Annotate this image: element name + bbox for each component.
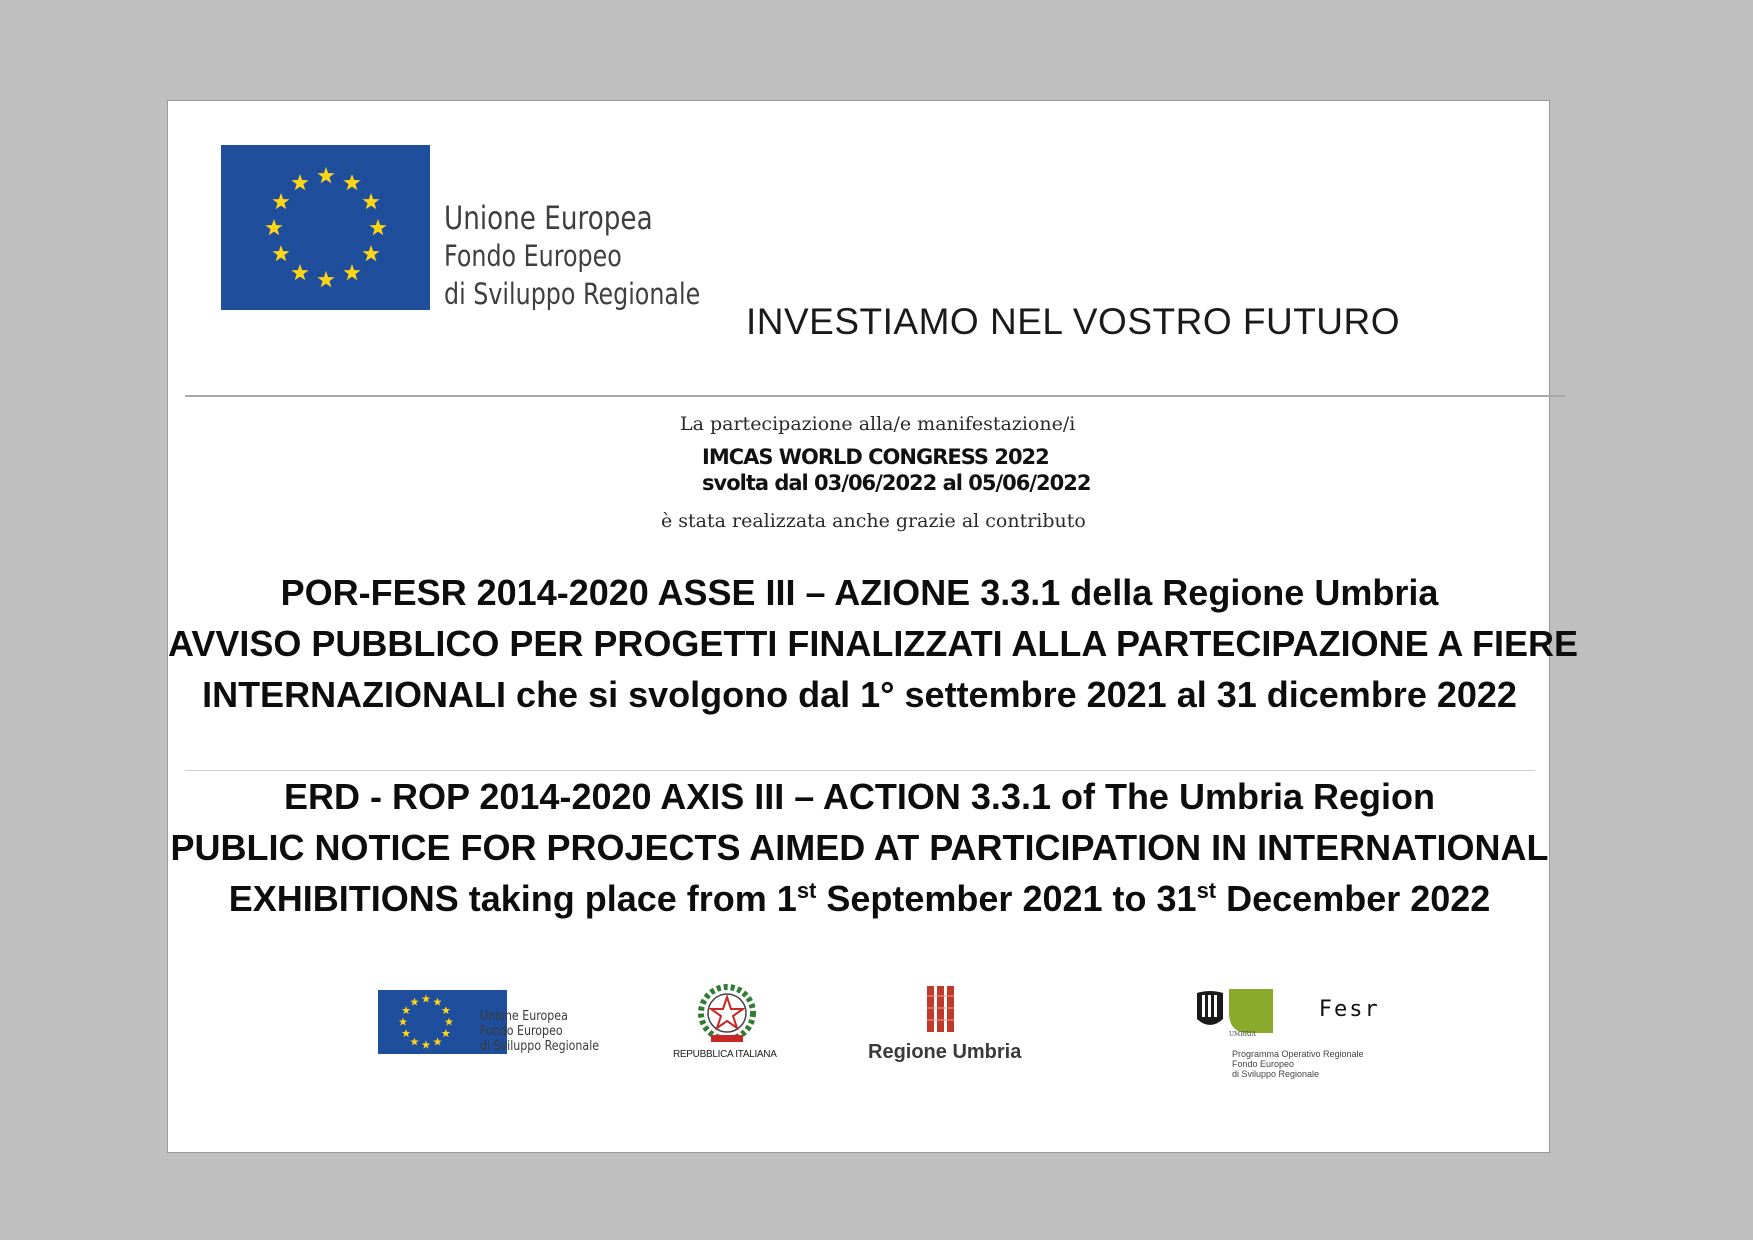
porfesr-subtitle (1232, 1049, 1364, 1079)
italian-line-3: INTERNAZIONALI che si svolgono dal 1° settembre 2021 al 31 dicembre 2022 (202, 674, 1517, 715)
eu-logo-line2: Fondo Europeo (444, 239, 622, 273)
porfesr-sub2: Fondo Europeo (1232, 1059, 1295, 1069)
porfesr-sub1: Programma Operativo Regionale (1232, 1049, 1364, 1059)
eu-star-icon (272, 245, 289, 261)
eu-star-icon (433, 1037, 442, 1045)
event-name: IMCAS WORLD CONGRESS 2022 (702, 445, 1049, 469)
eu-star-icon (399, 1018, 408, 1026)
eu-logo-line1: Unione Europea (444, 199, 653, 237)
divider (185, 395, 1565, 397)
ordinal-suffix: st (1196, 878, 1217, 903)
ordinal-suffix: st (796, 878, 817, 903)
eu-star-icon (343, 174, 360, 190)
eu-star-icon (410, 1037, 419, 1045)
english-program-block (168, 771, 1551, 924)
english-line-3-b: September 2021 to 31 (816, 878, 1197, 919)
eu-star-icon (291, 174, 308, 190)
umbria-candles-icon (926, 986, 956, 1039)
eu-star-icon (442, 1006, 451, 1014)
eu-star-icon (343, 264, 360, 280)
eu-star-icon (369, 219, 386, 235)
footer-eu-line2: Fondo Europeo (480, 1024, 563, 1039)
eu-star-icon (422, 1041, 431, 1049)
participation-outro: è stata realizzata anche grazie al contributo (661, 510, 1086, 532)
english-line-1: ERD - ROP 2014-2020 AXIS III – ACTION 3.3.1 of The Umbria Region (284, 776, 1435, 817)
eu-star-icon (317, 167, 334, 183)
eu-flag-icon (221, 145, 430, 310)
participation-intro: La partecipazione alla/e manifestazione/i (680, 413, 1076, 435)
footer-eu-line3: di Sviluppo Regionale (480, 1039, 600, 1054)
porfesr-umbria-label: UMBRIA (1229, 1031, 1256, 1038)
eu-logo-text (444, 199, 700, 313)
italian-line-1: POR-FESR 2014-2020 ASSE III – AZIONE 3.3.1 della Regione Umbria (280, 572, 1439, 613)
english-line-3-c: December 2022 (1216, 878, 1491, 919)
porfesr-sub3: di Sviluppo Regionale (1232, 1069, 1320, 1079)
porfesr-word (1273, 997, 1380, 1022)
event-details (702, 444, 1091, 496)
eu-star-icon (272, 193, 289, 209)
italian-program-block (168, 567, 1579, 720)
eu-star-icon (410, 998, 419, 1006)
footer-eu-text (480, 1009, 599, 1054)
porfesr-fesr: Fesr (1318, 997, 1380, 1022)
eu-star-icon (291, 264, 308, 280)
notice-page (167, 100, 1579, 1153)
italian-emblem-icon (697, 983, 757, 1052)
eu-star-icon (422, 995, 431, 1003)
eu-star-icon (317, 271, 334, 287)
eu-star-icon (362, 245, 379, 261)
porfesr-por: por (1273, 997, 1319, 1022)
italian-line-2: AVVISO PUBBLICO PER PROGETTI FINALIZZATI ALLA PARTECIPAZIONE A FIERE (168, 623, 1579, 664)
umbria-label: Regione Umbria (868, 1041, 1022, 1063)
eu-star-icon (402, 1029, 411, 1037)
eu-star-icon (433, 998, 442, 1006)
eu-star-icon (362, 193, 379, 209)
republic-label: REPUBBLICA ITALIANA (673, 1049, 777, 1060)
event-dates: svolta dal 03/06/2022 al 05/06/2022 (702, 471, 1091, 495)
english-line-3 (168, 873, 1551, 924)
english-line-3-a: EXHIBITIONS taking place from 1 (228, 878, 797, 919)
footer-eu-line1: Unione Europea (480, 1009, 568, 1024)
slogan: INVESTIAMO NEL VOSTRO FUTURO (746, 301, 1401, 342)
english-line-2: PUBLIC NOTICE FOR PROJECTS AIMED AT PARTICIPATION IN INTERNATIONAL (170, 827, 1549, 868)
eu-star-icon (442, 1029, 451, 1037)
eu-star-icon (402, 1006, 411, 1014)
eu-logo-line3: di Sviluppo Regionale (444, 277, 701, 311)
eu-star-icon (265, 219, 282, 235)
eu-star-icon (445, 1018, 454, 1026)
